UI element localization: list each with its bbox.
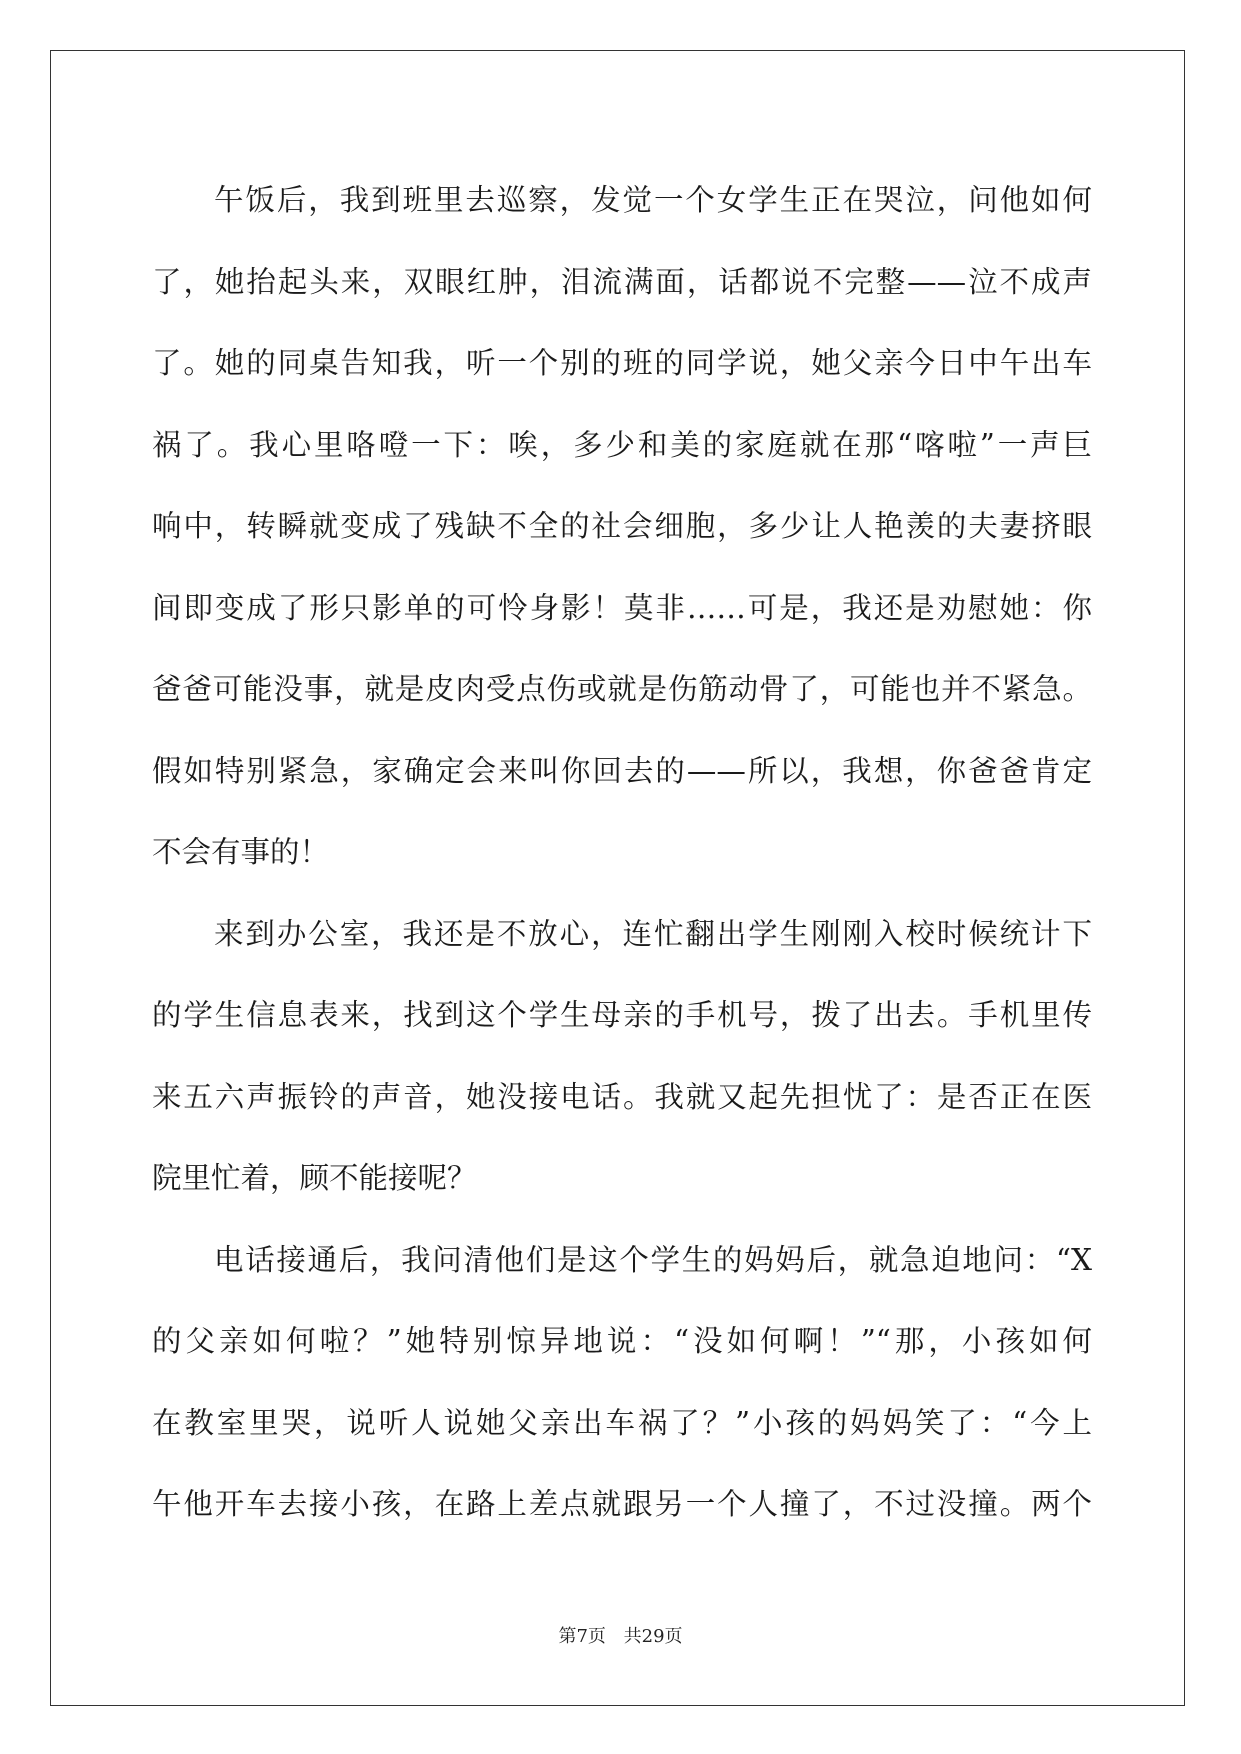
page-number: 第7页 — [558, 1626, 606, 1647]
text-line: 电话接通后，我问清他们是这个学生的妈妈后，就急迫地问：“X — [214, 1242, 1092, 1277]
text-line: 不会有事的！ — [152, 835, 330, 869]
text-line: 假如特别紧急，家确定会来叫你回去的——所以，我想，你爸爸肯定 — [152, 753, 1092, 788]
text-line: 间即变成了形只影单的可怜身影！莫非……可是，我还是劝慰她：你 — [152, 590, 1092, 625]
text-line: 响中，转瞬就变成了残缺不全的社会细胞，多少让人艳羡的夫妻挤眼 — [152, 509, 1092, 543]
text-line: 在教室里哭，说听人说她父亲出车祸了？”小孩的妈妈笑了：“今上 — [152, 1405, 1092, 1440]
text-line: 的父亲如何啦？”她特别惊异地说：“没如何啊！”“那，小孩如何 — [152, 1324, 1092, 1358]
page-total: 共29页 — [623, 1626, 683, 1647]
text-line: 来五六声振铃的声音，她没接电话。我就又起先担忧了：是否正在医 — [152, 1079, 1092, 1114]
text-line: 祸了。我心里咯噔一下：唉，多少和美的家庭就在那“喀啦”一声巨 — [152, 427, 1092, 462]
text-line: 了。她的同桌告知我，听一个别的班的同学说，她父亲今日中午出车 — [152, 346, 1092, 380]
text-line: 爸爸可能没事，就是皮肉受点伤或就是伤筋动骨了，可能也并不紧急。 — [152, 672, 1092, 706]
text-line: 来到办公室，我还是不放心，连忙翻出学生刚刚入校时候统计下 — [214, 916, 1092, 951]
text-line: 的学生信息表来，找到这个学生母亲的手机号，拨了出去。手机里传 — [152, 998, 1092, 1032]
document-body — [152, 160, 1092, 1546]
text-line: 院里忙着，顾不能接呢？ — [152, 1161, 477, 1195]
page-footer — [0, 1622, 1241, 1648]
text-line: 午饭后，我到班里去巡察，发觉一个女学生正在哭泣，问他如何 — [214, 183, 1092, 217]
text-line: 午他开车去接小孩，在路上差点就跟另一个人撞了，不过没撞。两个 — [152, 1487, 1092, 1521]
text-line: 了，她抬起头来，双眼红肿，泪流满面，话都说不完整——泣不成声 — [152, 264, 1092, 299]
